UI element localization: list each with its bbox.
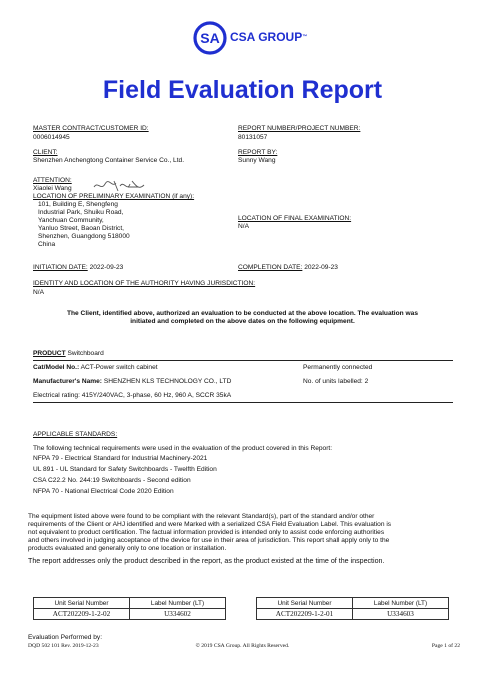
attention-label: ATTENTION: <box>33 177 72 184</box>
standards-intro: The following technical requirements were used in the evaluation of the product covered in this Report: <box>33 445 333 452</box>
serial-header: Unit Serial Number <box>34 598 130 609</box>
compliance-line: and others involved in judging acceptance of the device for use in their area of jurisdiction. This report shall apply only to the <box>28 537 390 544</box>
prelim-address-line: Yanchuan Community, <box>38 217 104 224</box>
serial-cell: ACT202209-1-2-01 <box>257 609 353 620</box>
label-header: Label Number (LT) <box>130 598 226 609</box>
table-row <box>257 609 449 620</box>
completion-date: COMPLETION DATE: 2022-09-23 <box>238 264 338 271</box>
compliance-line: requirements of the Client or AHJ identified and were Marked with a serialized CSA Field Evaluation Label. This evaluation is <box>28 521 392 528</box>
label-cell: U334602 <box>130 609 226 620</box>
client-value: Shenzhen Anchengtong Container Service Co., Ltd. <box>33 157 185 164</box>
final-location-label: LOCATION OF FINAL EXAMINATION: <box>238 215 352 222</box>
page-number: Page 1 of 22 <box>431 643 460 649</box>
serial-header: Unit Serial Number <box>257 598 353 609</box>
evaluation-performed-by: Evaluation Performed by: <box>28 634 103 641</box>
standard-item: CSA C22.2 No. 244:19 Switchboards - Second edition <box>33 477 191 484</box>
electrical-rating: Electrical rating: 415Y/240VAC, 3-phase, 60 Hz, 960 A, SCCR 35kA <box>33 392 232 399</box>
manufacturer: Manufacturer's Name: SHENZHEN KLS TECHNOLOGY CO., LTD <box>33 378 232 385</box>
standard-item: UL 891 - UL Standard for Safety Switchboards - Twelfth Edition <box>33 466 217 473</box>
logo-text: CSA GROUP™ <box>230 30 308 44</box>
authority-label: IDENTITY AND LOCATION OF THE AUTHORITY HAVING JURISDICTION: <box>33 280 256 287</box>
prelim-address-line: Industrial Park, Shuiku Road, <box>38 209 124 216</box>
copyright: © 2019 CSA Group. All Rights Reserved. <box>195 643 290 649</box>
prelim-address-line: Shenzhen, Guangdong 518000 <box>38 233 130 240</box>
report-number-value: 80131057 <box>238 134 268 141</box>
client-label: CLIENT: <box>33 149 58 156</box>
prelim-address-line: 101, Building E, Shengfeng <box>38 201 118 208</box>
master-contract-value: 0006014945 <box>33 134 70 141</box>
compliance-line: products evaluated and generally only to one location or installation. <box>28 545 227 552</box>
product-line: PRODUCT Switchboard <box>33 350 104 357</box>
prelim-address-line: Yanluo Street, Baoan District, <box>38 225 125 232</box>
page-title: Field Evaluation Report <box>102 76 383 104</box>
cat-model: Cat/Model No.: ACT-Power switch cabinet <box>33 364 158 371</box>
label-header: Label Number (LT) <box>353 598 449 609</box>
svg-text:SA: SA <box>200 30 220 46</box>
report-number-label: REPORT NUMBER/PROJECT NUMBER: <box>238 125 361 132</box>
divider <box>33 402 453 403</box>
client-statement: initiated and completed on the above dates on the following equipment. <box>130 318 355 325</box>
serial-cell: ACT202209-1-2-02 <box>34 609 130 620</box>
prelim-address-line: China <box>38 241 56 248</box>
label-cell: U334603 <box>353 609 449 620</box>
units-labelled: No. of units labelled: 2 <box>303 378 369 385</box>
compliance-line: The equipment listed above were found to be compliant with the relevant Standard(s), part of the standard and/or other <box>28 513 375 520</box>
connection-type: Permanently connected <box>303 364 373 371</box>
final-location-value: N/A <box>238 223 249 230</box>
table-row <box>34 609 226 620</box>
compliance-line: not equivalent to product certification. The factual information provided is intended only to assist code enforcing authorities <box>28 529 385 536</box>
standard-item: NFPA 70 - National Electrical Code 2020 Edition <box>33 488 174 495</box>
authority-value: N/A <box>33 289 44 296</box>
csa-group-logo <box>193 20 308 56</box>
attention-value: Xiaolei Wang <box>33 185 72 192</box>
master-contract-label: MASTER CONTRACT/CUSTOMER ID: <box>33 125 149 132</box>
doc-reference: DQD 502 101 Rev. 2019-12-23 <box>28 643 99 649</box>
serial-table-1 <box>33 597 226 620</box>
scope-statement: The report addresses only the product described in the report, as the product existed at the time of the inspection. <box>28 557 385 565</box>
report-by-label: REPORT BY: <box>238 149 278 156</box>
standards-label: APPLICABLE STANDARDS: <box>33 431 118 438</box>
prelim-location-label: LOCATION OF PRELIMINARY EXAMINATION (if any): <box>33 193 195 200</box>
client-statement: The Client, identified above, authorized an evaluation to be conducted at the above location. The evaluation was <box>67 310 418 317</box>
serial-table-2 <box>256 597 449 620</box>
initiation-date: INITIATION DATE: 2022-09-23 <box>33 264 124 271</box>
divider <box>33 360 453 361</box>
standard-item: NFPA 79 - Electrical Standard for Industrial Machinery-2021 <box>33 455 208 462</box>
report-by-value: Sunny Wang <box>238 157 276 164</box>
signature-icon <box>92 178 148 194</box>
